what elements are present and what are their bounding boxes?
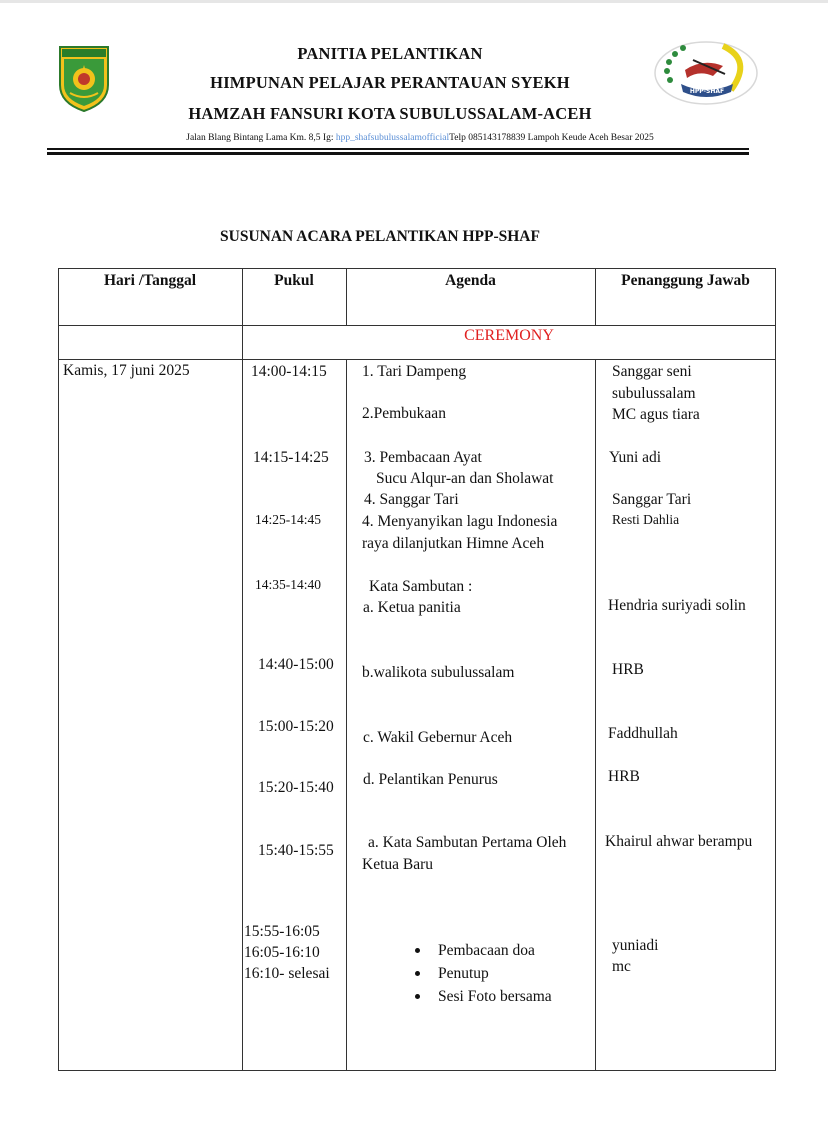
time-slot: 16:05-16:10 — [244, 944, 320, 961]
time-slot: 15:00-15:20 — [258, 718, 334, 735]
agenda-item: a. Ketua panitia — [363, 599, 461, 616]
hpp-shaf-logo — [653, 40, 759, 106]
instagram-link[interactable]: hpp_shafsubulussalamofficial — [335, 133, 450, 143]
time-slot: 15:20-15:40 — [258, 779, 334, 796]
agenda-item: c. Wakil Gebernur Aceh — [363, 729, 513, 746]
pj-item: yuniadi — [612, 937, 659, 954]
section-ceremony: CEREMONY — [464, 327, 554, 344]
table-border-bottom — [58, 1070, 776, 1071]
org-header-line-2: HIMPUNAN PELAJAR PERANTAUAN SYEKH — [210, 73, 570, 92]
agenda-item: 3. Pembacaan Ayat — [364, 449, 482, 466]
pj-item: Sanggar seni — [612, 363, 692, 380]
time-slot: 14:35-14:40 — [255, 577, 321, 592]
pj-item: Sanggar Tari — [612, 491, 692, 508]
schedule-table — [58, 268, 776, 1071]
bullet-dot — [415, 971, 420, 976]
address-line — [70, 133, 770, 143]
header-rule-thick — [47, 152, 749, 155]
agenda-item: 2.Pembukaan — [362, 405, 446, 422]
col-divider-2 — [346, 359, 347, 1071]
top-edge — [0, 0, 828, 3]
time-slot: 15:55-16:05 — [244, 923, 320, 940]
bullet-dot — [415, 994, 420, 999]
pj-item: subulussalam — [612, 385, 696, 402]
svg-text:HPP-SHAF: HPP-SHAF — [689, 88, 725, 95]
agenda-item: Kata Sambutan : — [369, 578, 473, 595]
table-border-left — [58, 268, 59, 1071]
address-phone: Telp 085143178839 Lampoh Keude Aceh Besar 2025 — [449, 133, 654, 143]
bullet-dot — [415, 948, 420, 953]
table-border-top — [58, 268, 776, 269]
time-slot: 14:00-14:15 — [251, 363, 327, 380]
agenda-item: 4. Sanggar Tari — [364, 491, 459, 508]
pj-item: Yuni adi — [609, 449, 662, 466]
agenda-item: 1. Tari Dampeng — [362, 363, 467, 380]
header-pukul: Pukul — [274, 272, 314, 289]
table-border-right — [775, 268, 776, 1071]
pj-item: Resti Dahlia — [612, 512, 680, 527]
time-slot: 14:40-15:00 — [258, 656, 334, 673]
agenda-item: Sucu Alqur-an dan Sholawat — [376, 470, 554, 487]
header-row-divider — [58, 325, 776, 326]
pj-item: MC agus tiara — [612, 406, 700, 423]
header-rule-thin — [47, 148, 749, 150]
pj-item: HRB — [608, 768, 640, 785]
org-header-line-1: PANITIA PELANTIKAN — [297, 44, 483, 63]
pj-item: Khairul ahwar berampu — [605, 833, 753, 850]
address-text: Jalan Blang Bintang Lama Km. 8,5 Ig: — [186, 133, 336, 143]
time-slot: 16:10- selesai — [244, 965, 330, 982]
header-hari-tanggal: Hari /Tanggal — [103, 272, 197, 289]
pj-item: mc — [612, 958, 631, 975]
header-penanggung-jawab: Penanggung Jawab — [621, 272, 750, 289]
col-divider-1 — [242, 268, 243, 1071]
agenda-item: raya dilanjutkan Himne Aceh — [362, 535, 545, 552]
document-title: SUSUNAN ACARA PELANTIKAN HPP-SHAF — [220, 228, 540, 245]
col-divider-3 — [595, 359, 596, 1071]
agenda-item: Ketua Baru — [362, 856, 434, 873]
bullet-item: Sesi Foto bersama — [438, 988, 552, 1005]
header-agenda: Agenda — [445, 272, 496, 289]
pj-item: Hendria suriyadi solin — [608, 597, 746, 614]
pj-item: Faddhullah — [608, 725, 678, 742]
org-header-line-3: HAMZAH FANSURI KOTA SUBULUSSALAM-ACEH — [188, 104, 592, 123]
bullet-item: Pembacaan doa — [438, 942, 535, 959]
agenda-item: b.walikota subulussalam — [362, 664, 515, 681]
day-date: Kamis, 17 juni 2025 — [63, 362, 190, 379]
bullet-item: Penutup — [438, 965, 489, 982]
kota-subulussalam-logo — [58, 45, 110, 113]
agenda-item: a. Kata Sambutan Pertama Oleh — [368, 834, 567, 851]
pj-item: HRB — [612, 661, 644, 678]
time-slot: 15:40-15:55 — [258, 842, 334, 859]
time-slot: 14:25-14:45 — [255, 512, 321, 527]
agenda-item: 4. Menyanyikan lagu Indonesia — [362, 513, 558, 530]
agenda-item: d. Pelantikan Penurus — [363, 771, 498, 788]
time-slot: 14:15-14:25 — [253, 449, 329, 466]
